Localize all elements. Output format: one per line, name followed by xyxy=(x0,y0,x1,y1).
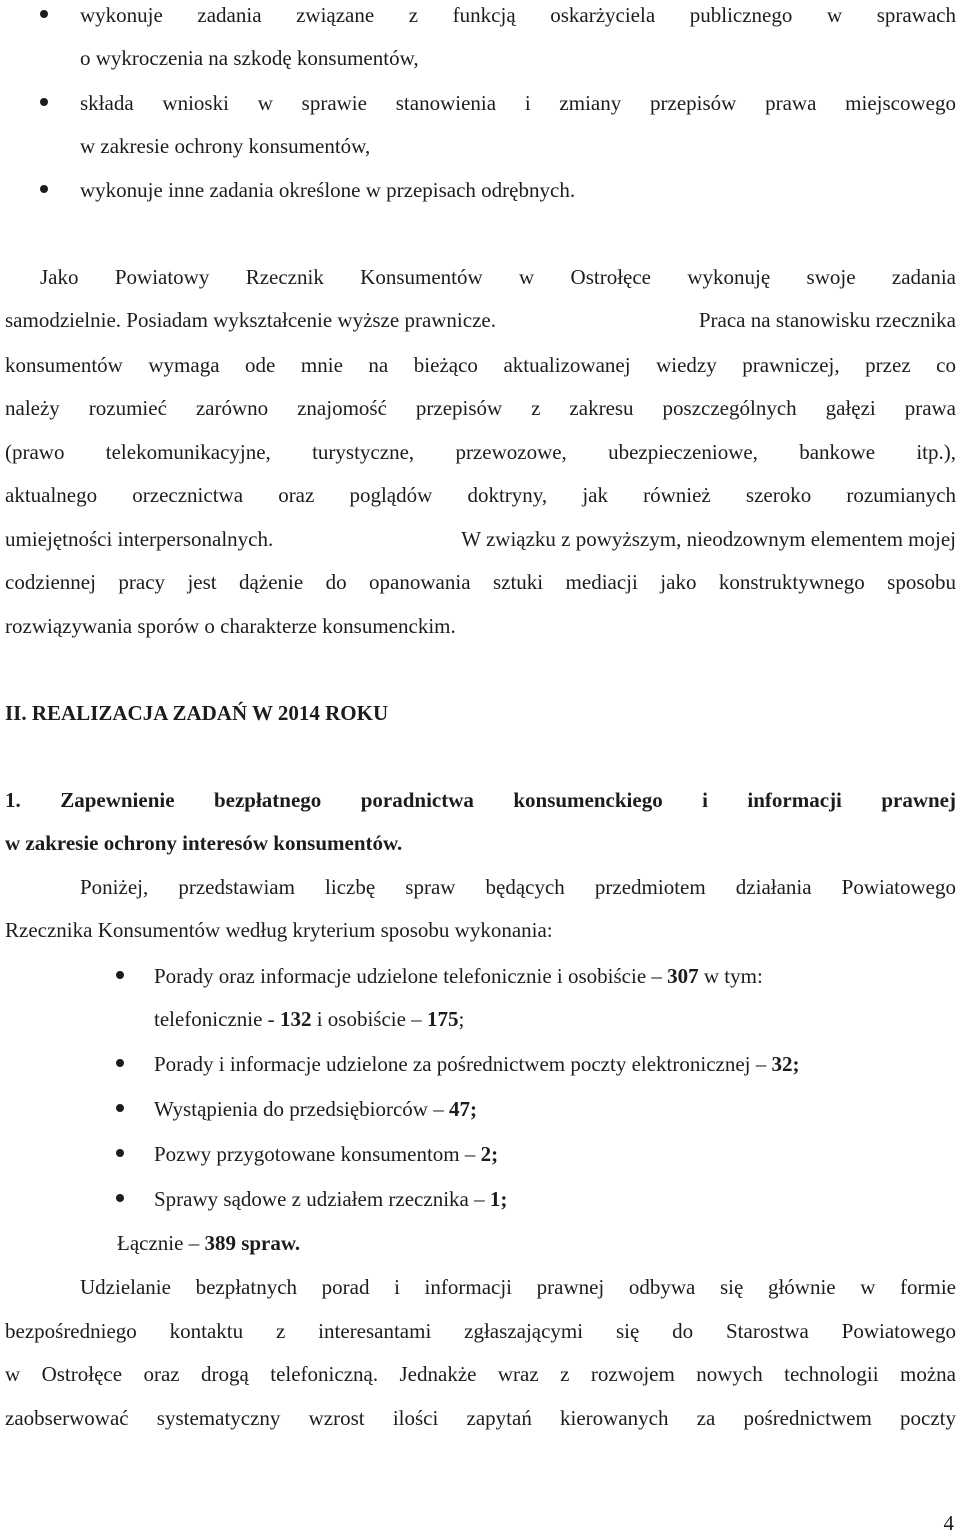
stat-text: telefonicznie - xyxy=(154,1007,280,1031)
bullet-icon xyxy=(116,1194,124,1202)
paragraph-fragment: samodzielnie. Posiadam wykształcenie wyższe prawnicze. xyxy=(5,308,496,332)
bullet-icon xyxy=(116,1104,124,1112)
stat-line xyxy=(154,1094,956,1124)
paragraph-line: Jako Powiatowy Rzecznik Konsumentów w Ostrołęce wykonuję swoje zadania xyxy=(40,265,956,289)
stat-text: Pozwy przygotowane konsumentom – xyxy=(154,1142,481,1166)
stat-value: 1; xyxy=(489,1187,508,1211)
bullet-text-line: o wykroczenia na szkodę konsumentów, xyxy=(80,46,419,70)
stat-value: 32; xyxy=(771,1052,800,1076)
paragraph-line xyxy=(5,305,956,335)
paragraph-line: należy rozumieć zarówno znajomość przepisów z zakresu poszczególnych gałęzi prawa xyxy=(5,396,956,420)
stat-value: 2; xyxy=(480,1142,499,1166)
bullet-icon xyxy=(40,10,48,18)
paragraph-line: bezpośredniego kontaktu z interesantami zgłaszającymi się do Starostwa Powiatowego xyxy=(5,1319,956,1343)
section-heading: II. REALIZACJA ZADAŃ W 2014 ROKU xyxy=(5,701,389,725)
paragraph-line: w Ostrołęce oraz drogą telefoniczną. Jednakże wraz z rozwojem nowych technologii można xyxy=(5,1362,956,1386)
bullet-text-line: w zakresie ochrony konsumentów, xyxy=(80,134,371,158)
stat-line xyxy=(154,1004,956,1034)
stat-line xyxy=(154,1139,956,1169)
paragraph-line: aktualnego orzecznictwa oraz poglądów doktryny, jak również szeroko rozumianych xyxy=(5,483,956,507)
bullet-text-line: wykonuje zadania związane z funkcją oskarżyciela publicznego w sprawach xyxy=(80,3,956,27)
paragraph-line xyxy=(5,524,956,554)
bullet-icon xyxy=(116,1059,124,1067)
stat-text: w tym: xyxy=(698,964,763,988)
paragraph-line: rozwiązywania sporów o charakterze konsumenckim. xyxy=(5,614,456,638)
subheading-line: 1. Zapewnienie bezpłatnego poradnictwa konsumenckiego i informacji prawnej xyxy=(5,788,956,812)
paragraph-line: (prawo telekomunikacyjne, turystyczne, przewozowe, ubezpieczeniowe, bankowe itp.), xyxy=(5,440,956,464)
stat-text: i osobiście – xyxy=(311,1007,427,1031)
total-text: Łącznie – xyxy=(117,1231,205,1255)
paragraph-line: codziennej pracy jest dążenie do opanowania sztuki mediacji jako konstruktywnego sposobu xyxy=(5,570,956,594)
subheading-line: w zakresie ochrony interesów konsumentów. xyxy=(5,831,403,855)
stat-value: 47; xyxy=(448,1097,477,1121)
total-value: 389 spraw. xyxy=(204,1231,301,1255)
stat-value: 132 xyxy=(279,1007,312,1031)
paragraph-fragment: umiejętności interpersonalnych. xyxy=(5,527,274,551)
stat-text: Wystąpienia do przedsiębiorców – xyxy=(154,1097,449,1121)
bullet-icon xyxy=(116,1149,124,1157)
bullet-text-line: wykonuje inne zadania określone w przepisach odrębnych. xyxy=(80,178,576,202)
stat-line xyxy=(154,1184,956,1214)
paragraph-fragment: Praca na stanowisku rzecznika xyxy=(698,308,956,332)
bullet-icon xyxy=(40,185,48,193)
paragraph-line: konsumentów wymaga ode mnie na bieżąco aktualizowanej wiedzy prawniczej, przez co xyxy=(5,353,956,377)
bullet-text-line: składa wnioski w sprawie stanowienia i zmiany przepisów prawa miejscowego xyxy=(80,91,956,115)
stat-value: 175 xyxy=(426,1007,459,1031)
paragraph-line: zaobserwować systematyczny wzrost ilości zapytań kierowanych za pośrednictwem poczty xyxy=(5,1406,956,1430)
stat-text: ; xyxy=(458,1007,465,1031)
paragraph-fragment: W związku z powyższym, nieodzownym elementem mojej xyxy=(461,527,956,551)
stat-text: Sprawy sądowe z udziałem rzecznika – xyxy=(154,1187,490,1211)
paragraph-line: Poniżej, przedstawiam liczbę spraw będących przedmiotem działania Powiatowego xyxy=(80,875,956,899)
stat-text: Porady i informacje udzielone za pośrednictwem poczty elektronicznej – xyxy=(154,1052,772,1076)
paragraph-line: Udzielanie bezpłatnych porad i informacji prawnej odbywa się głównie w formie xyxy=(80,1275,956,1299)
total-line xyxy=(117,1228,956,1258)
page-number: 4 xyxy=(943,1511,954,1535)
bullet-icon xyxy=(116,971,124,979)
stat-value: 307 xyxy=(667,964,699,988)
paragraph-line: Rzecznika Konsumentów według kryterium sposobu wykonania: xyxy=(5,918,553,942)
stat-text: Porady oraz informacje udzielone telefonicznie i osobiście – xyxy=(154,964,668,988)
stat-line xyxy=(154,961,956,991)
bullet-icon xyxy=(40,98,48,106)
stat-line xyxy=(154,1049,956,1079)
